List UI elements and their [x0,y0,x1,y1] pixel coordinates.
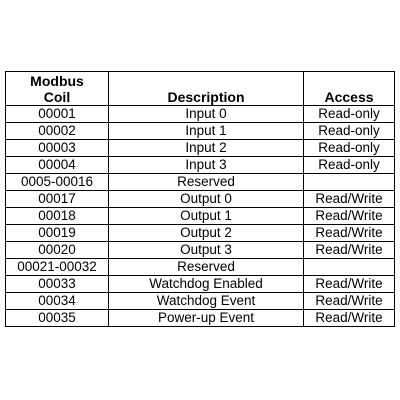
modbus-coil-table [5,71,395,327]
header-coil-line2: Coil [43,88,71,105]
cell-description: Output 3 [109,242,304,259]
cell-description: Watchdog Event [109,293,304,310]
cell-coil: 00034 [6,293,109,310]
cell-access: Read/Write [304,310,395,327]
table-row [6,157,395,174]
cell-access: Read/Write [304,208,395,225]
table-header-row [6,72,395,106]
table-row [6,123,395,140]
table-row [6,293,395,310]
table-row [6,191,395,208]
cell-access: Read/Write [304,225,395,242]
table-row [6,174,395,191]
cell-access: Read/Write [304,191,395,208]
cell-coil: 00035 [6,310,109,327]
cell-description: Input 1 [109,123,304,140]
cell-access: Read/Write [304,293,395,310]
cell-coil: 00018 [6,208,109,225]
cell-access: Read/Write [304,242,395,259]
cell-description: Input 2 [109,140,304,157]
cell-coil: 00003 [6,140,109,157]
table-row [6,242,395,259]
cell-access: Read-only [304,106,395,123]
cell-coil: 00021-00032 [6,259,109,276]
cell-access: Read/Write [304,276,395,293]
header-access: Access [304,72,395,106]
cell-description: Reserved [109,174,304,191]
cell-access: Read-only [304,157,395,174]
cell-coil: 00020 [6,242,109,259]
cell-description: Output 2 [109,225,304,242]
cell-coil: 00017 [6,191,109,208]
cell-description: Input 3 [109,157,304,174]
cell-description: Watchdog Enabled [109,276,304,293]
table-row [6,208,395,225]
table-row [6,259,395,276]
table-row [6,225,395,242]
cell-coil: 0005-00016 [6,174,109,191]
cell-description: Output 0 [109,191,304,208]
table-row [6,310,395,327]
table-row [6,106,395,123]
table-row [6,276,395,293]
cell-coil: 00033 [6,276,109,293]
cell-coil: 00004 [6,157,109,174]
table-row [6,140,395,157]
cell-description: Output 1 [109,208,304,225]
cell-description: Power-up Event [109,310,304,327]
cell-access: Read-only [304,140,395,157]
cell-description: Input 0 [109,106,304,123]
cell-coil: 00001 [6,106,109,123]
cell-access: Read-only [304,123,395,140]
cell-description: Reserved [109,259,304,276]
cell-access [304,259,395,276]
table-body [6,106,395,327]
cell-coil: 00019 [6,225,109,242]
header-coil-line1: Modbus [30,72,84,89]
header-description: Description [109,72,304,106]
header-modbus-coil [6,72,109,106]
cell-access [304,174,395,191]
cell-coil: 00002 [6,123,109,140]
